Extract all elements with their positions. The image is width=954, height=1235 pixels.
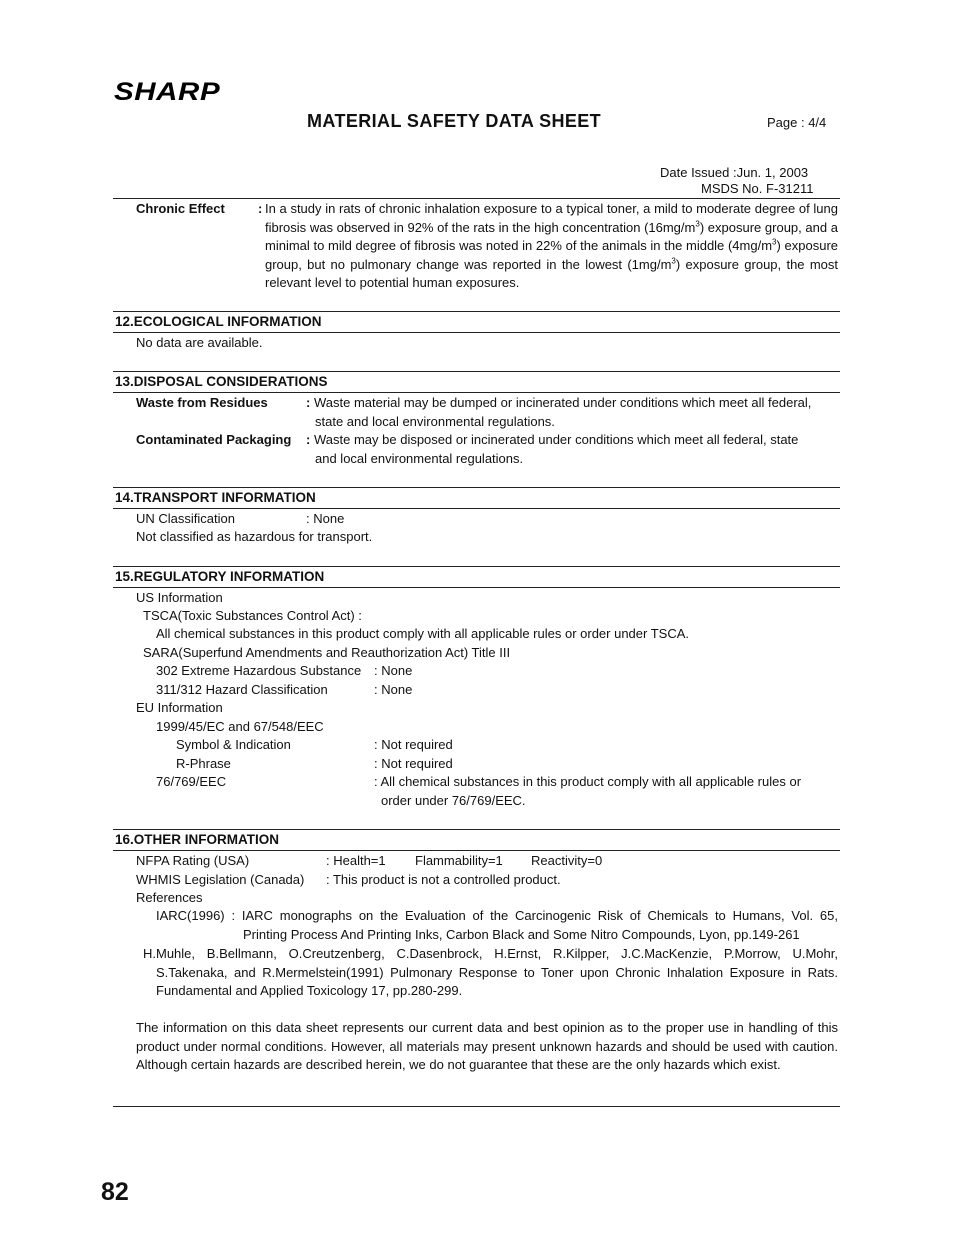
footer-divider (113, 1106, 840, 1107)
section-16-heading: 16.OTHER INFORMATION (115, 832, 280, 847)
section-14-top-rule (113, 487, 840, 488)
section-12-bottom-rule (113, 332, 840, 333)
date-issued: Date Issued :Jun. 1, 2003 (660, 165, 809, 180)
r-phrase-value: : Not required (374, 756, 453, 771)
nfpa-flammability: Flammability=1 (415, 853, 503, 868)
section-13-top-rule (113, 371, 840, 372)
waste-residues-label: Waste from Residues (136, 395, 268, 410)
contaminated-packaging-text-2: and local environmental regulations. (315, 451, 524, 466)
eec-769-label: 76/769/EEC (156, 774, 227, 789)
nfpa-health: : Health=1 (326, 853, 386, 868)
page-number: 82 (101, 1178, 129, 1206)
whmis-value: : This product is not a controlled product. (326, 872, 561, 887)
contaminated-packaging-text-1: Waste may be disposed or incinerated under conditions which meet all federal, state (314, 432, 799, 447)
un-classification-label: UN Classification (136, 511, 235, 526)
symbol-indication-value: : Not required (374, 737, 453, 752)
eec-769-text-2: order under 76/769/EEC. (381, 793, 526, 808)
symbol-indication-label: Symbol & Indication (176, 737, 291, 752)
contaminated-packaging-label: Contaminated Packaging (136, 432, 292, 447)
header-divider (113, 198, 840, 199)
sara-311-value: : None (374, 682, 413, 697)
section-16-bottom-rule (113, 850, 840, 851)
us-information: US Information (136, 590, 223, 605)
sara-311-label: 311/312 Hazard Classification (156, 682, 328, 697)
whmis-label: WHMIS Legislation (Canada) (136, 872, 305, 887)
section-15-top-rule (113, 566, 840, 567)
ecological-text: No data are available. (136, 335, 263, 350)
section-15-bottom-rule (113, 587, 840, 588)
section-16-top-rule (113, 829, 840, 830)
tsca-text: All chemical substances in this product comply with all applicable rules or order under TSCA. (156, 626, 690, 641)
section-14-heading: 14.TRANSPORT INFORMATION (115, 490, 316, 505)
tsca-label: TSCA(Toxic Substances Control Act) : (143, 608, 362, 623)
chronic-effect-text: In a study in rats of chronic inhalation exposure to a typical toner, a mild to moderate degree of lung fibrosis was observed in 92% of the rats in the high concentration $(16mg/m^3)$ exposure group, and a minimal to mild degree of fibrosis was noted in 22% of the animals in the middle $(4mg/m^3)$ exposure group, but no pulmonary change was reported in the lowest $(1mg/m^3)$ exposure group, the most relevant level to potential human exposures. (265, 201, 839, 290)
sara-302-label: 302 Extreme Hazardous Substance (156, 663, 362, 678)
eec-769-text-1: : All chemical substances in this product comply with all applicable rules or (374, 774, 802, 789)
disclaimer: The information on this data sheet represents our current data and best opinion as to the proper use in handling of this product under normal conditions. However, all materials may present unknown hazards and should be used with caution. Although certain hazards are described herein, we do not guarantee that these are the only hazards which exist. (136, 1020, 838, 1072)
section-12-heading: 12.ECOLOGICAL INFORMATION (115, 314, 322, 329)
sharp-logo: SHARP (114, 78, 221, 106)
muhle-reference: H.Muhle, B.Bellmann, O.Creutzenberg, C.Dasenbrock, H.Ernst, R.Kilpper, J.C.MacKenzie, P.Morrow, U.Mohr, S.Takenaka, and R.Mermelstein(1991) Pulmonary Response to Toner upon Chronic Inhalation Exposure in Rats. Fundamental and Applied Toxicology 17, pp.280-299. (143, 946, 838, 998)
waste-residues-text-1: Waste material may be dumped or incinerated under conditions which meet all federal, (314, 395, 812, 410)
eec-directive: 1999/45/EC and 67/548/EEC (156, 719, 324, 734)
eu-information: EU Information (136, 700, 223, 715)
chronic-effect-colon: : (258, 201, 263, 216)
page-indicator: Page : 4/4 (767, 115, 827, 130)
nfpa-reactivity: Reactivity=0 (531, 853, 603, 868)
transport-note: Not classified as hazardous for transport. (136, 529, 373, 544)
document-title: MATERIAL SAFETY DATA SHEET (307, 111, 602, 131)
section-13-bottom-rule (113, 392, 840, 393)
section-14-bottom-rule (113, 508, 840, 509)
iarc-reference-1: IARC(1996) : IARC monographs on the Evaluation of the Carcinogenic Risk of Chemicals to Humans, Vol. 65, (156, 908, 838, 923)
waste-residues-text-2: state and local environmental regulations. (315, 414, 555, 429)
section-13-heading: 13.DISPOSAL CONSIDERATIONS (115, 374, 328, 389)
section-15-heading: 15.REGULATORY INFORMATION (115, 569, 325, 584)
waste-residues-colon: : (306, 395, 311, 410)
r-phrase-label: R-Phrase (176, 756, 231, 771)
contaminated-packaging-colon: : (306, 432, 311, 447)
nfpa-label: NFPA Rating (USA) (136, 853, 250, 868)
references-label: References (136, 890, 203, 905)
section-12-top-rule (113, 311, 840, 312)
msds-number: MSDS No. F-31211 (701, 181, 814, 196)
chronic-effect-label: Chronic Effect (136, 201, 225, 216)
sara-302-value: : None (374, 663, 413, 678)
sara-label: SARA(Superfund Amendments and Reauthorization Act) Title III (143, 645, 511, 660)
un-classification-value: : None (306, 511, 345, 526)
iarc-reference-2: Printing Process And Printing Inks, Carbon Black and Some Nitro Compounds, Lyon, pp.149-261 (243, 927, 800, 942)
